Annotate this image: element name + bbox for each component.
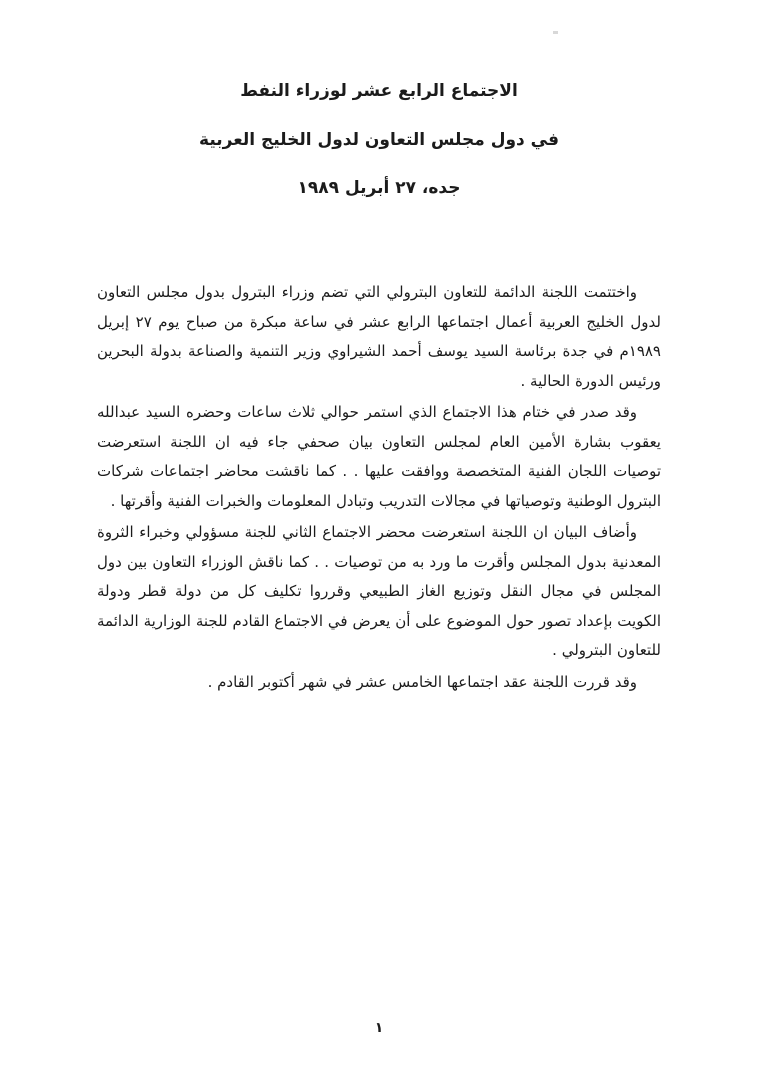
page-number: ١ bbox=[374, 1020, 384, 1036]
document-title-line-3-date: جده، ٢٧ أبريل ١٩٨٩ bbox=[297, 178, 461, 199]
paragraph-2: وقد صدر في ختام هذا الاجتماع الذي استمر حوالي ثلاث ساعات وحضره السيد عبدالله يعقوب بشارة الأمين العام لمجلس التعاون بيان صحفي جاء فيه ان اللجنة استعرضت توصيات اللجان الفنية المتخصصة ووافقت عليها . . كما ناقشت محاضر اجتماعات شركات البترول الوطنية وتوصياتها في مجالات التدريب وتبادل المعلومات والخبرات الفنية وأقرتها . bbox=[97, 403, 661, 510]
document-title-line-1: الاجتماع الرابع عشر لوزراء النفط bbox=[240, 81, 518, 101]
document-title-block bbox=[0, 82, 758, 228]
paragraph-1: واختتمت اللجنة الدائمة للتعاون البترولي التي تضم وزراء البترول بدول مجلس التعاون لدول الخليج العربية أعمال اجتماعها الرابع عشر في ساعة مبكرة من صباح يوم ٢٧ إبريل ١٩٨٩م في جدة برئاسة السيد يوسف أحمد الشيراوي وزير التنمية والصناعة بدولة البحرين ورئيس الدورة الحالية . bbox=[97, 283, 661, 390]
paragraph-4: وقد قررت اللجنة عقد اجتماعها الخامس عشر في شهر أكتوبر القادم . bbox=[207, 672, 637, 691]
scan-artifact bbox=[553, 31, 558, 34]
document-body bbox=[97, 278, 661, 699]
document-title-line-2: في دول مجلس التعاون لدول الخليج العربية bbox=[199, 129, 559, 150]
paragraph-3: وأضاف البيان ان اللجنة استعرضت محضر الاجتماع الثاني للجنة مسؤولي وخبراء الثروة المعدنية بدول المجلس وأقرت ما ورد به من توصيات . . كما ناقش الوزراء التعاون بين دول المجلس في مجال النقل وتوزيع الغاز الطبيعي وقرروا تكليف كل من دولة قطر ودولة الكويت بإعداد تصور حول الموضوع على أن يعرض في الاجتماع القادم للجنة الوزارية الدائمة للتعاون البترولي . bbox=[97, 523, 661, 659]
